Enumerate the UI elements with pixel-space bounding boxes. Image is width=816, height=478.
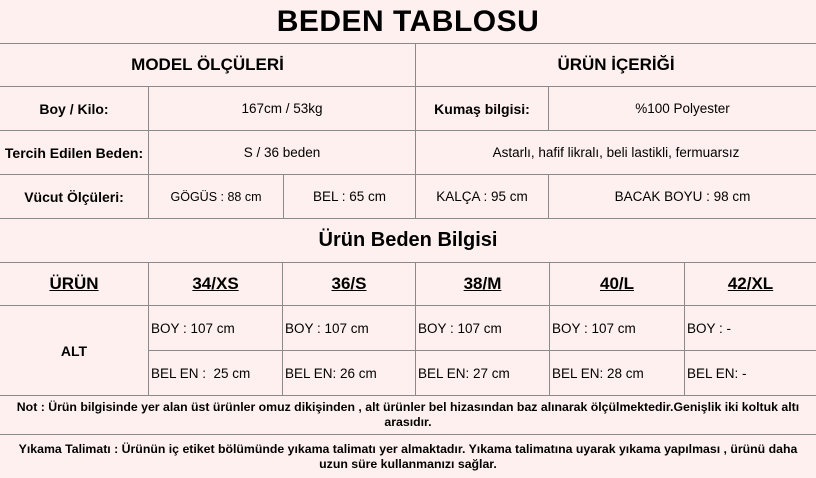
boy-value: BOY : - (687, 320, 732, 336)
size-header-36: 36/S (331, 274, 367, 293)
size-header-42: 42/XL (727, 274, 774, 293)
row-label-alt: ALT (60, 342, 88, 359)
bel-en-value: BEL EN: 27 cm (418, 365, 510, 381)
height-weight-label: Boy / Kilo: (39, 100, 109, 117)
page-title: BEDEN TABLOSU (276, 5, 540, 38)
chest-measurement: GÖGÜS : 88 cm (170, 189, 262, 204)
leg-measurement: BACAK BOYU : 98 cm (614, 189, 751, 204)
hip-measurement: KALÇA : 95 cm (436, 189, 528, 204)
product-content-header: ÜRÜN İÇERİĞİ (557, 55, 675, 74)
size-info-header: Ürün Beden Bilgisi (318, 229, 498, 251)
boy-value: BOY : 107 cm (552, 320, 636, 336)
body-measurements-label: Vücut Ölçüleri: (24, 188, 124, 205)
bel-en-value: BEL EN : 25 cm (151, 365, 251, 381)
size-header-38: 38/M (463, 274, 502, 293)
bel-en-value: BEL EN: 28 cm (552, 365, 644, 381)
boy-value: BOY : 107 cm (151, 320, 235, 336)
size-header-34: 34/XS (192, 274, 239, 293)
fabric-label: Kumaş bilgisi: (434, 100, 530, 117)
bel-en-value: BEL EN: - (687, 365, 747, 381)
product-features: Astarlı, hafif likralı, beli lastikli, fermuarsız (492, 145, 740, 160)
height-weight-value: 167cm / 53kg (241, 101, 323, 116)
product-column-header: ÜRÜN (49, 274, 99, 293)
preferred-size-value: S / 36 beden (243, 145, 321, 160)
bel-en-value: BEL EN: 26 cm (285, 365, 377, 381)
model-measurements-header: MODEL ÖLÇÜLERİ (131, 55, 284, 74)
washing-instructions: Yıkama Talimatı : Ürünün iç etiket bölümünde yıkama talimatı yer almaktadır. Yıkama talimatına uyarak yıkama yapılması , ürünü daha uzun süre kullanmanızı sağlar. (18, 441, 798, 471)
waist-measurement: BEL : 65 cm (312, 189, 387, 204)
boy-value: BOY : 107 cm (418, 320, 502, 336)
boy-value: BOY : 107 cm (285, 320, 369, 336)
fabric-value: %100 Polyester (635, 101, 730, 116)
size-header-40: 40/L (599, 274, 635, 293)
preferred-size-label: Tercih Edilen Beden: (4, 144, 144, 161)
measurement-note: Not : Ürün bilgisinde yer alan üst ürünler omuz dikişinden , alt ürünler bel hizasından baz alınarak ölçülmektedir.Genişlik iki koltuk altı arasıdır. (16, 400, 800, 429)
